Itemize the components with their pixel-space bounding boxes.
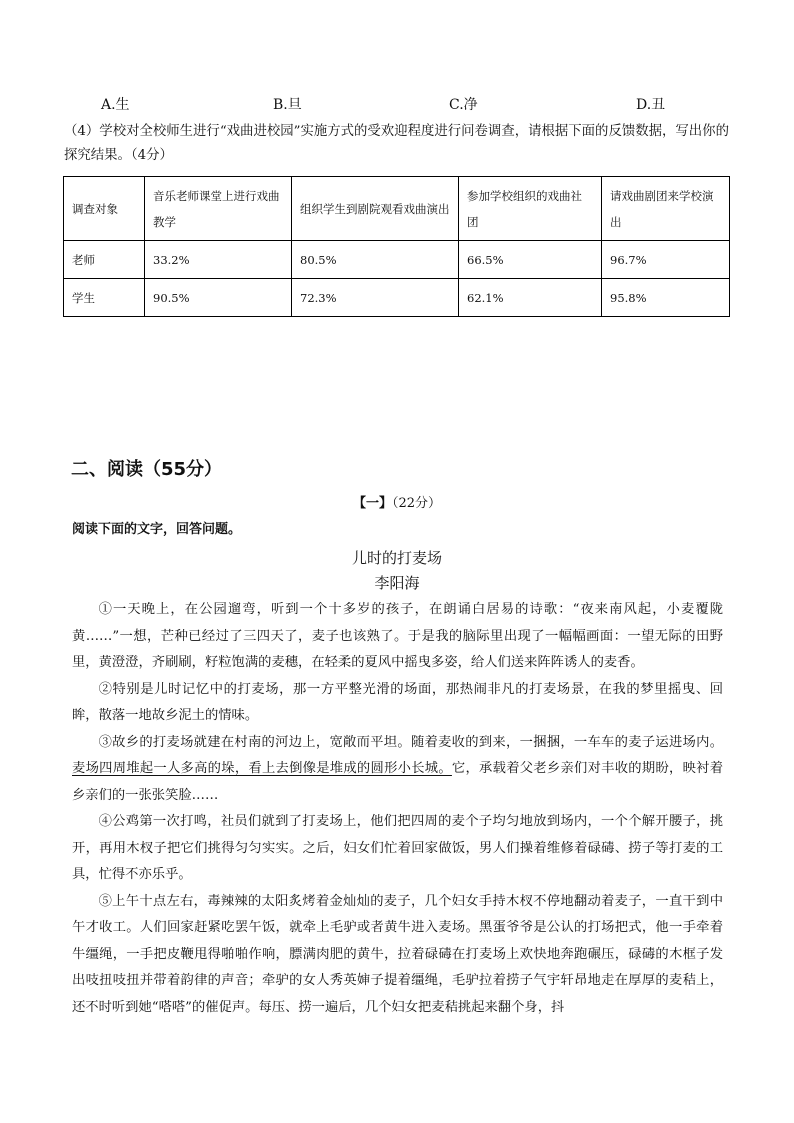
table-header-row: [64, 177, 730, 241]
option-c: C.净: [449, 97, 478, 113]
paragraph-1: ①一天晚上，在公园遛弯，听到一个十多岁的孩子，在朗诵白居易的诗歌：“夜来南风起，小麦覆陇黄……”一想，芒种已经过了三四天了，麦子也该熟了。于是我的脑际里出现了一幅幅画面：一望无际的田野里，黄澄澄，齐刷刷，籽粒饱满的麦穗，在轻柔的夏风中摇曳多姿，给人们送来阵阵诱人的麦香。: [72, 602, 723, 670]
paragraph-3-text-end: 它，承载着父老乡亲们对丰收的期盼，映衬着乡亲们的一张张笑脸……: [72, 761, 724, 803]
table-cell: 80.5%: [292, 241, 459, 279]
option-a: A.生: [101, 97, 130, 113]
table-row: [64, 279, 730, 317]
paragraph-3-text: ③故乡的打麦场就建在村南的河边上，宽敞而平坦。随着麦收的到来，一捆捆，一车车的麦子运进场内。: [98, 734, 723, 750]
table-cell: 62.1%: [459, 279, 602, 317]
table-header-cell: 请戏曲剧团来学校演出: [602, 177, 730, 241]
paragraph-5: ⑤上午十点左右，毒辣辣的太阳炙烤着金灿灿的麦子，几个妇女手持木杈不停地翻动着麦子，一直干到中午才收工。人们回家赶紧吃罢午饭，就牵上毛驴或者黄牛进入麦场。黑蛋爷爷是公认的打场把式，他一手牵着牛缰绳，一手把皮鞭甩得啪啪作响，膘满肉肥的黄牛，拉着碌碡在打麦场上欢快地奔跑碾压，碌碡的木框子发出吱扭吱扭并带着韵律的声音；牵驴的女人秀英婶子提着缰绳，毛驴拉着捞子气宇轩昂地走在厚厚的麦秸上，还不时听到她“嗒嗒”的催促声。每压、捞一遍后，几个妇女把麦秸挑起来翻个身，抖: [72, 893, 723, 1015]
table-header-cell: 调查对象: [64, 177, 145, 241]
table-header-cell: 音乐老师课堂上进行戏曲教学: [145, 177, 292, 241]
table-cell: 96.7%: [602, 241, 730, 279]
table-cell: 老师: [64, 241, 145, 279]
paragraph-3: [72, 730, 723, 810]
option-d: D.丑: [636, 97, 666, 113]
table-cell: 90.5%: [145, 279, 292, 317]
paragraph-2: ②特别是儿时记忆中的打麦场，那一方平整光滑的场面，那热闹非凡的打麦场景，在我的梦里摇曳、回眸，散落一地故乡泥土的情味。: [72, 681, 723, 723]
part-label: 【一】: [352, 496, 392, 511]
survey-table: [63, 176, 730, 317]
table-cell: 72.3%: [292, 279, 459, 317]
table-header-cell: 组织学生到剧院观看戏曲演出: [292, 177, 459, 241]
table-cell: 学生: [64, 279, 145, 317]
table-cell: 33.2%: [145, 241, 292, 279]
section-title: 二、阅读（55分）: [71, 459, 223, 480]
paragraph-4: ④公鸡第一次打鸣，社员们就到了打麦场上，他们把四周的麦个子均匀地放到场内，一个个解开腰子，挑开，再用木杈子把它们挑得匀匀实实。之后，妇女们忙着回家做饭，男人们操着维修着碌碡、捞子等打麦的工具，忙得不亦乐乎。: [72, 814, 723, 882]
answer-options: [0, 94, 794, 116]
underlined-sentence: 麦场四周堆起一人多高的垛，看上去倒像是堆成的圆形小长城。: [72, 761, 452, 776]
article-author: 李阳海: [374, 574, 420, 592]
table-cell: 95.8%: [602, 279, 730, 317]
table-cell: 66.5%: [459, 241, 602, 279]
article-title: 儿时的打麦场: [351, 549, 442, 567]
question-4: （4）学校对全校师生进行“戏曲进校园”实施方式的受欢迎程度进行问卷调查，请根据下面的反馈数据，写出你的探究结果。（4分）: [64, 124, 729, 163]
part-score: （22分）: [391, 496, 442, 511]
part-heading: [0, 492, 794, 511]
table-header-cell: 参加学校组织的戏曲社团: [459, 177, 602, 241]
article-body: [72, 597, 723, 1021]
reading-instruction: 阅读下面的文字，回答问题。: [72, 522, 242, 537]
table-row: [64, 241, 730, 279]
option-b: B.旦: [273, 97, 302, 113]
